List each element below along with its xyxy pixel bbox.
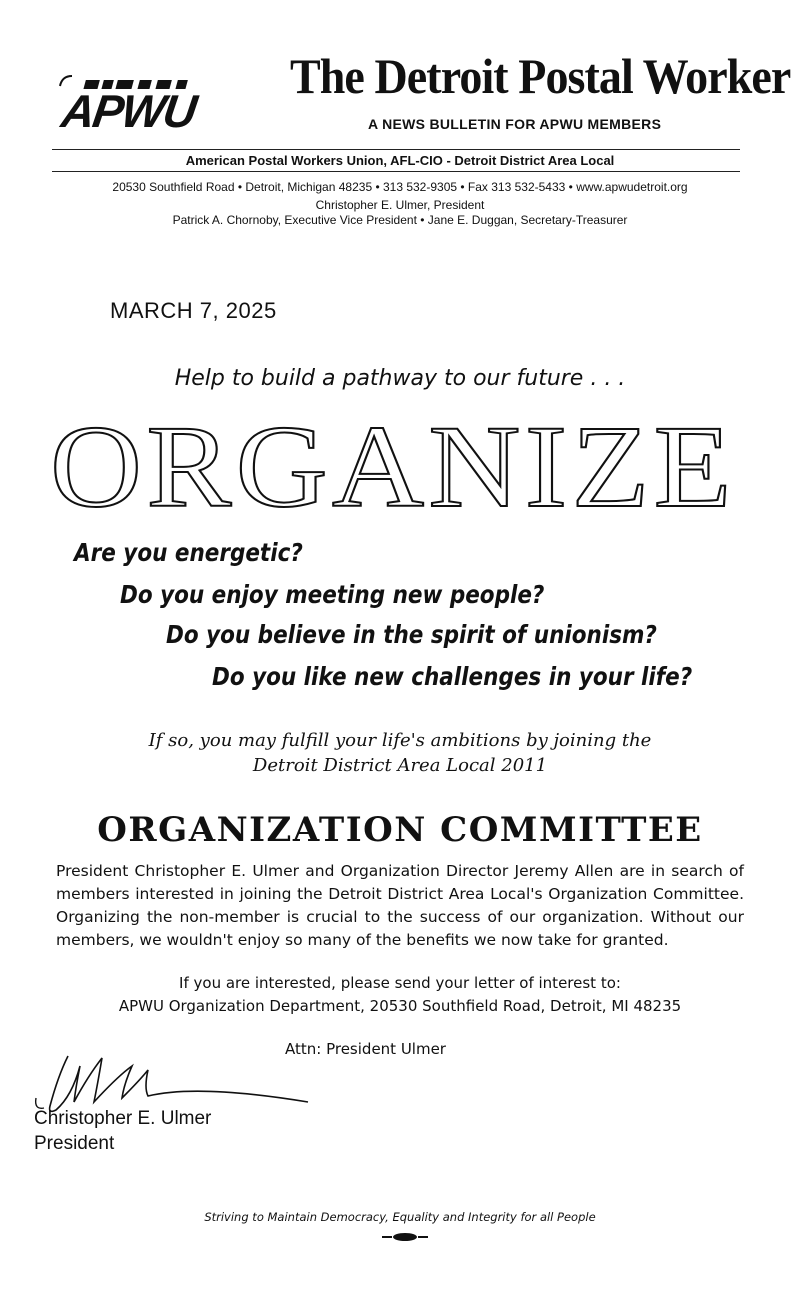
masthead-rule-bottom: [52, 171, 740, 172]
signatory-name: Christopher E. Ulmer: [34, 1108, 212, 1129]
union-bug-icon: [380, 1232, 430, 1242]
question-4: Do you like new challenges in your life?: [212, 662, 693, 691]
tagline: Help to build a pathway to our future . . .: [174, 366, 626, 391]
question-3: Do you believe in the spirit of unionism?: [166, 620, 657, 649]
masthead-rule-top: [52, 149, 740, 150]
question-1: Are you energetic?: [74, 538, 303, 567]
contact-line-2: APWU Organization Department, 20530 Southfield Road, Detroit, MI 48235: [118, 997, 682, 1015]
logo-wordmark: APWU: [58, 85, 199, 137]
bulletin-date: MARCH 7, 2025: [110, 298, 277, 323]
organize-headline: ORGANIZE: [50, 401, 736, 532]
union-name: American Postal Workers Union, AFL-CIO - Detroit District Area Local: [185, 153, 615, 168]
attention-line: Attn: President Ulmer: [285, 1040, 446, 1058]
invitation-line-2: Detroit District Area Local 2011: [252, 755, 548, 776]
president-line: Christopher E. Ulmer, President: [315, 198, 485, 212]
union-address: 20530 Southfield Road • Detroit, Michigan 48235 • 313 532-9305 • Fax 313 532-5433 • www.apwudetroit.org: [112, 180, 688, 194]
signatory-title: President: [34, 1133, 115, 1154]
contact-block: [0, 972, 800, 1018]
footer-motto: Striving to Maintain Democracy, Equality and Integrity for all People: [204, 1210, 596, 1224]
question-2: Do you enjoy meeting new people?: [120, 580, 545, 609]
newspaper-subtitle: A NEWS BULLETIN FOR APWU MEMBERS: [368, 116, 662, 132]
body-paragraph: President Christopher E. Ulmer and Organization Director Jeremy Allen are in search of members interested in joining the Detroit District Area Local's Organization Committee. Organizing the non-member is crucial to the success of our organization. Without our members, we wouldn't enjoy so many of the benefits we now take for granted.: [56, 862, 744, 949]
section-title: ORGANIZATION COMMITTEE: [97, 810, 703, 850]
newspaper-title: The Detroit Postal Worker: [290, 48, 791, 104]
officers-line: Patrick A. Chornoby, Executive Vice President • Jane E. Duggan, Secretary-Treasurer: [172, 213, 628, 227]
officers-block: [0, 198, 800, 228]
contact-line-1: If you are interested, please send your letter of interest to:: [179, 974, 621, 992]
signatory-block: [34, 1106, 211, 1156]
invitation-text: [0, 728, 800, 778]
invitation-line-1: If so, you may fulfill your life's ambitions by joining the: [148, 730, 652, 751]
